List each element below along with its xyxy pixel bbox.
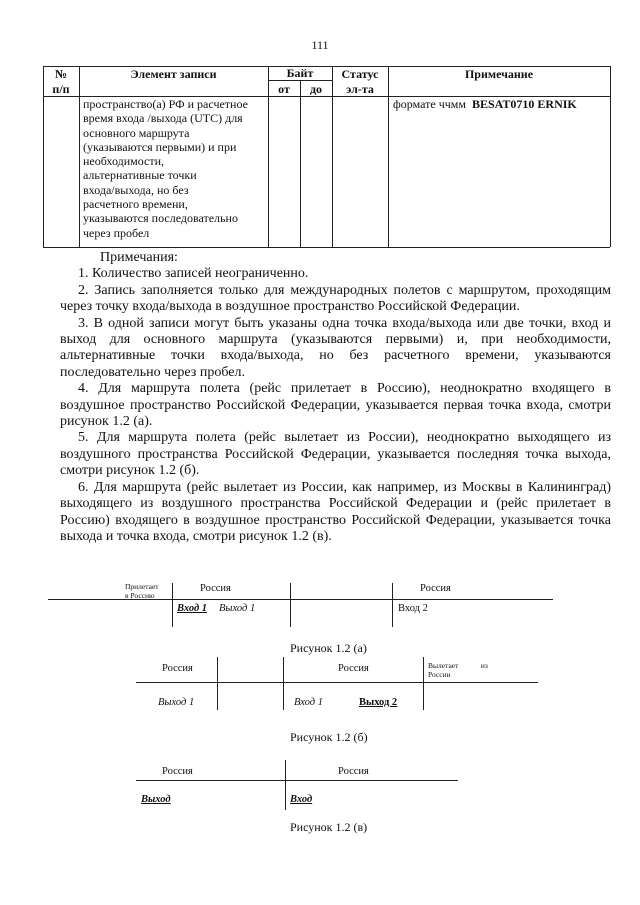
arrive-line: Прилетает — [125, 582, 159, 591]
divider — [172, 583, 173, 627]
header-status-2: эл-та — [346, 82, 374, 96]
element-line: входа/выхода, но без — [83, 182, 189, 197]
exit-1-label: Выход 1 — [219, 603, 256, 614]
header-num-2: п/п — [52, 82, 70, 96]
russia-label: Россия — [338, 663, 369, 674]
arrive-line: в Россию — [125, 590, 155, 600]
divider — [217, 657, 218, 710]
russia-label: Россия — [162, 766, 193, 777]
figure-b-caption: Рисунок 1.2 (б) — [290, 730, 368, 744]
note-item: 5. Для маршрута полета (рейс вылетает из России), неоднократно выходящего из воздушного пространства Российской Федерации, указывается последняя точка выхода, смотри рисунок 1.2 (б). — [60, 430, 611, 479]
notes-section — [60, 250, 611, 545]
element-line: альтернативные точки — [83, 168, 197, 183]
russia-label: Россия — [162, 663, 193, 674]
element-line: (указываются первыми) и при — [83, 139, 237, 154]
border-line — [136, 682, 538, 683]
element-line: время входа /выхода (UTC) для — [83, 111, 243, 126]
exit-2-label: Выход 2 — [359, 697, 398, 708]
header-byte-to: до — [309, 82, 323, 96]
element-line: пространство(а) РФ и расчетное — [83, 97, 248, 111]
figure-a-caption: Рисунок 1.2 (а) — [290, 641, 367, 655]
header-byte: Байт — [286, 66, 314, 80]
figure-c-caption: Рисунок 1.2 (в) — [290, 820, 368, 834]
depart-line: России — [428, 669, 451, 679]
exit-1-label: Выход 1 — [158, 697, 195, 708]
exit-label: Выход — [141, 794, 171, 805]
depart-from: из — [480, 661, 488, 670]
divider — [285, 760, 286, 810]
note-example: BESAT0710 ERNIK — [471, 97, 577, 111]
header-status: Статус — [341, 67, 379, 81]
note-item: 6. Для маршрута (рейс вылетает из России, как например, из Москвы в Калининград) выходящего из воздушного пространства Российской Федерации и (рейс прилетает в Россию) входящего в воздушное пространство Российской Федерации, указывается точка выхода и точка входа, смотри рисунок 1.2 (в). — [60, 479, 611, 544]
russia-label: Россия — [420, 583, 451, 594]
entry-2-label: Вход 2 — [398, 603, 428, 614]
note-item: 1. Количество записей неограниченно. — [78, 266, 309, 282]
border-line — [136, 780, 458, 781]
entry-1-label: Вход 1 — [177, 603, 208, 614]
element-line: основного маршрута — [83, 125, 190, 140]
element-cell — [83, 97, 267, 240]
note-cell — [393, 97, 608, 111]
border-line — [48, 599, 553, 600]
divider — [392, 583, 393, 627]
divider — [423, 657, 424, 710]
entry-label: Вход — [290, 794, 313, 805]
header-note: Примечание — [464, 67, 534, 81]
depart-label — [428, 662, 488, 679]
element-line: через пробел — [83, 225, 150, 240]
divider — [290, 583, 291, 627]
russia-label: Россия — [200, 583, 231, 594]
element-line: необходимости, — [83, 154, 165, 169]
russia-label: Россия — [338, 766, 369, 777]
header-num: № — [54, 67, 68, 81]
header-element: Элемент записи — [130, 67, 217, 81]
depart-line: Вылетает — [428, 661, 459, 670]
header-byte-from: от — [278, 82, 290, 96]
element-line: указываются последовательно — [83, 211, 238, 226]
element-line: расчетного времени, — [83, 197, 188, 212]
note-item: 3. В одной записи могут быть указаны одна точка входа/выхода или две точки, вход и выход для основного маршрута (указываются первыми) и, при необходимости, альтернативные точки входа/выхода, но без расчетного времени, указываются последовательно через пробел. — [60, 315, 611, 380]
notes-title: Примечания: — [100, 250, 178, 265]
note-item: 2. Запись заполняется только для международных полетов с маршрутом, проходящим через точку входа/выхода в воздушное пространство Российской Федерации. — [60, 282, 611, 315]
page-number: 111 — [311, 38, 329, 52]
arrive-label — [125, 583, 159, 600]
record-table — [43, 66, 610, 247]
divider — [283, 657, 284, 710]
entry-1-label: Вход 1 — [294, 697, 323, 708]
note-prefix: формате ччмм — [393, 97, 466, 111]
note-item: 4. Для маршрута полета (рейс прилетает в Россию), неоднократно входящего в воздушное пространство Российской Федерации, указывается первая точка входа, смотри рисунок 1.2 (а). — [60, 381, 611, 430]
